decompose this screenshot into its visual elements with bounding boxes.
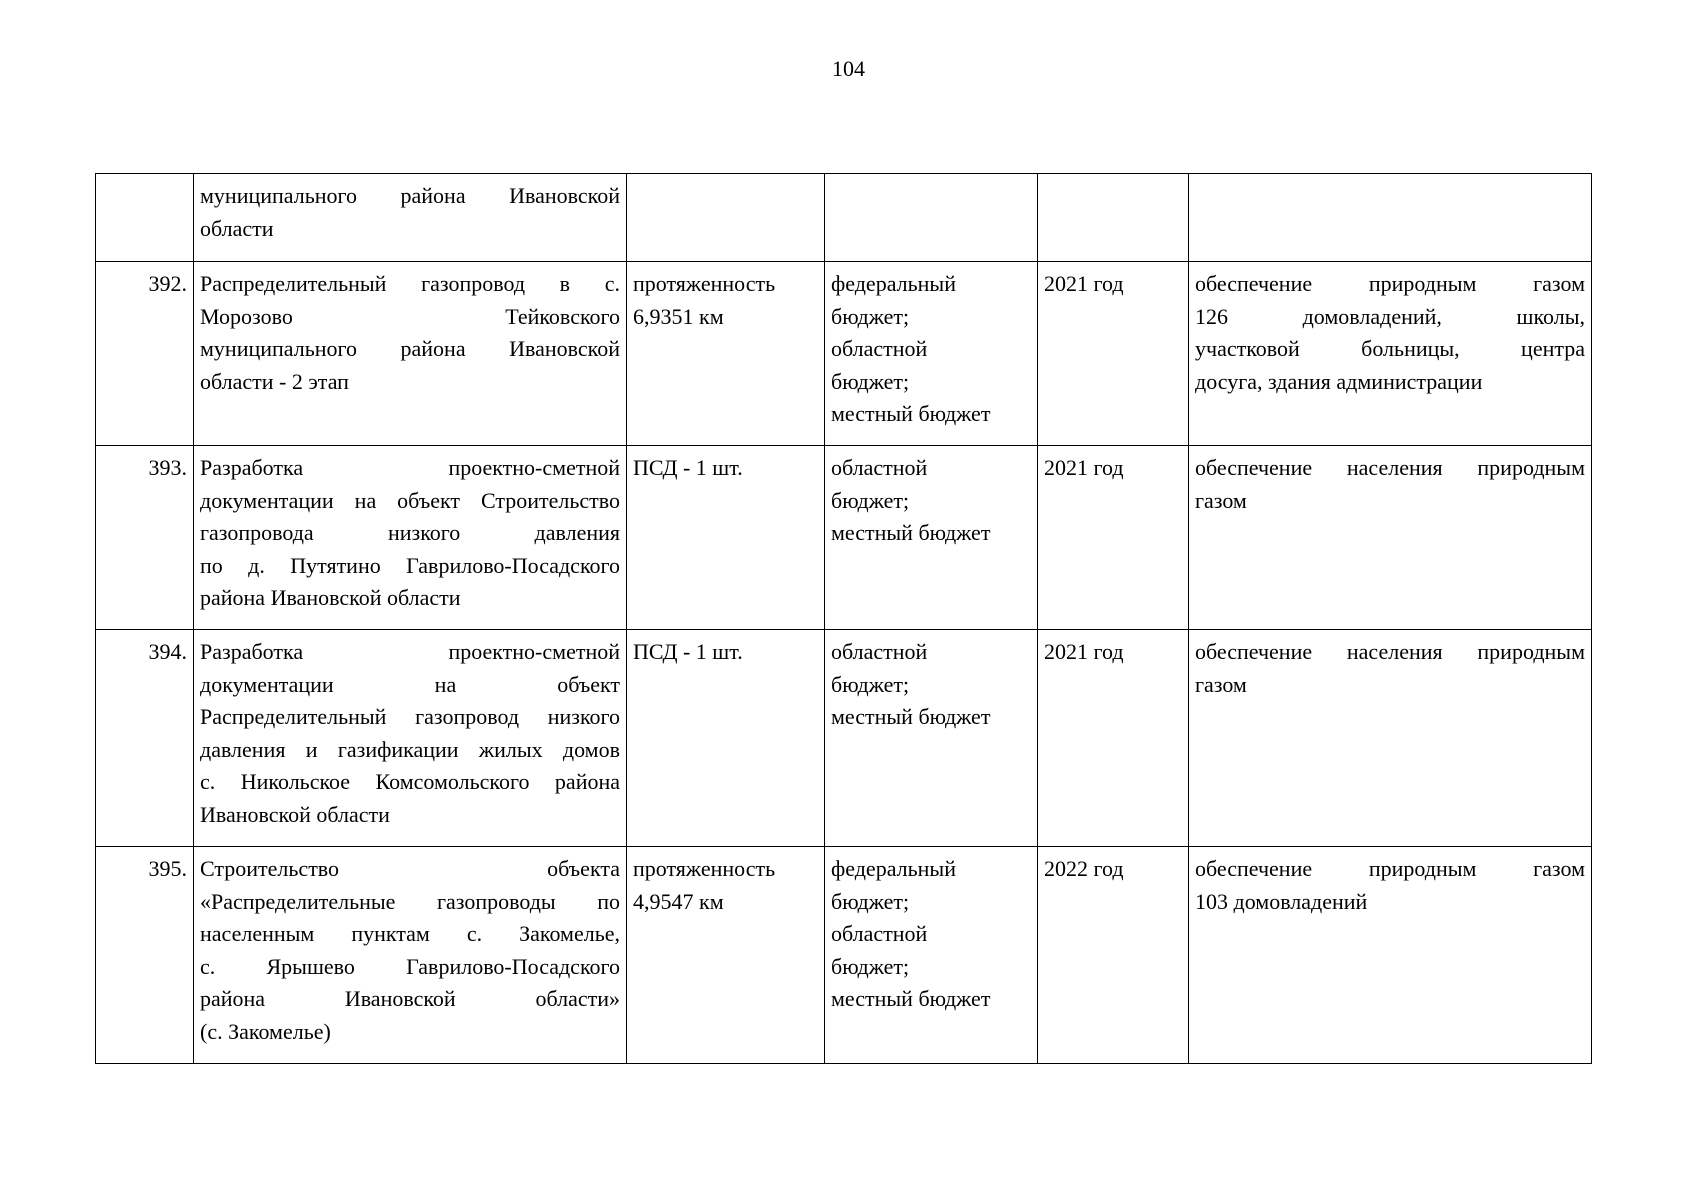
year-text: 2021 год [1044, 455, 1124, 480]
funding-cell-line: бюджет; [831, 671, 910, 697]
row-number: 393. [148, 455, 187, 480]
object-name-cell-line: давления и газификации жилых домов [200, 736, 620, 762]
funding-cell-line: местный бюджет [831, 401, 991, 426]
year-text: 2021 год [1044, 271, 1124, 296]
object-name-cell-line: газопровода низкого давления [200, 520, 620, 545]
year-text: 2021 год [1044, 639, 1124, 664]
object-name-cell-line: Распределительный газопровод в с. [200, 271, 620, 296]
table-row [96, 630, 1592, 847]
funding-cell-line: бюджет; [831, 368, 910, 394]
year-cell [1038, 847, 1189, 1064]
funding-cell-line: областной [831, 921, 928, 946]
object-name-cell [194, 174, 627, 262]
year-cell [1038, 174, 1189, 262]
object-name-cell-line: Разработка проектно-сметной [200, 455, 620, 480]
row-number: 392. [148, 271, 187, 296]
funding-cell-line: бюджет; [831, 888, 910, 914]
result-cell-line: 126 домовладений, школы, [1195, 303, 1585, 329]
result-cell-line: 103 домовладений [1195, 888, 1368, 914]
object-name-cell-line: муниципального района Ивановской [200, 183, 620, 208]
result-cell [1189, 446, 1592, 630]
year-cell [1038, 630, 1189, 847]
capacity-cell-line: 4,9547 км [633, 888, 724, 914]
capacity-cell [627, 174, 825, 262]
capacity-cell-line: протяженность [633, 271, 776, 296]
object-name-cell-line: (с. Закомелье) [200, 1018, 331, 1044]
row-number-cell [96, 262, 194, 446]
funding-cell-line: федеральный [831, 271, 956, 296]
funding-cell-line: областной [831, 639, 928, 664]
result-cell-line: газом [1195, 487, 1247, 513]
funding-cell-line: бюджет; [831, 303, 910, 329]
result-cell-line: досуга, здания администрации [1195, 368, 1483, 394]
page-number: 104 [832, 56, 865, 81]
capacity-cell-line: 6,9351 км [633, 303, 724, 329]
funding-cell [825, 630, 1038, 847]
object-name-cell-line: Ивановской области [200, 801, 390, 827]
result-cell-line: обеспечение природным газом [1195, 271, 1585, 296]
object-name-cell [194, 847, 627, 1064]
row-number-cell [96, 630, 194, 847]
object-name-cell-line: документации на объект [200, 671, 620, 697]
object-name-cell [194, 446, 627, 630]
funding-cell-line: бюджет; [831, 487, 910, 513]
year-cell [1038, 446, 1189, 630]
object-name-cell-line: Морозово Тейковского [200, 303, 620, 329]
result-cell-line: обеспечение населения природным [1195, 455, 1585, 480]
object-name-cell-line: Разработка проектно-сметной [200, 639, 620, 664]
result-cell-line: обеспечение населения природным [1195, 639, 1585, 664]
capacity-cell-line: ПСД - 1 шт. [633, 639, 743, 664]
capacity-cell [627, 847, 825, 1064]
result-cell [1189, 847, 1592, 1064]
object-name-cell-line: населенным пунктам с. Закомелье, [200, 921, 620, 946]
object-name-cell-line: муниципального района Ивановской [200, 336, 620, 361]
funding-cell [825, 262, 1038, 446]
funding-cell [825, 847, 1038, 1064]
result-cell-line: газом [1195, 671, 1247, 697]
row-number-cell [96, 847, 194, 1064]
object-name-cell-line: с. Ярышево Гаврилово-Посадского [200, 953, 620, 979]
object-name-cell-line: района Ивановской области [200, 585, 461, 610]
object-name-cell-line: области - 2 этап [200, 368, 349, 394]
year-text: 2022 год [1044, 856, 1124, 881]
funding-cell-line: областной [831, 455, 928, 480]
object-name-cell-line: «Распределительные газопроводы по [200, 888, 620, 914]
result-cell-line: участковой больницы, центра [1195, 336, 1585, 361]
object-name-cell-line: Распределительный газопровод низкого [200, 704, 620, 729]
table-row [96, 446, 1592, 630]
funding-cell-line: бюджет; [831, 953, 910, 979]
result-cell [1189, 630, 1592, 847]
capacity-cell-line: ПСД - 1 шт. [633, 455, 743, 480]
object-name-cell-line: с. Никольское Комсомольского района [200, 769, 620, 794]
funding-cell-line: областной [831, 336, 928, 361]
capacity-cell [627, 262, 825, 446]
row-number: 395. [148, 856, 187, 881]
capacity-cell [627, 446, 825, 630]
funding-cell [825, 174, 1038, 262]
object-name-cell-line: документации на объект Строительство [200, 487, 620, 513]
object-name-cell-line: области [200, 215, 274, 241]
object-name-cell-line: Строительство объекта [200, 856, 620, 881]
object-name-cell [194, 262, 627, 446]
object-name-cell [194, 630, 627, 847]
object-name-cell-line: по д. Путятино Гаврилово-Посадского [200, 552, 620, 578]
table-row [96, 847, 1592, 1064]
row-number: 394. [148, 639, 187, 664]
program-table [95, 173, 1592, 1064]
year-cell [1038, 262, 1189, 446]
object-name-cell-line: района Ивановской области» [200, 986, 620, 1011]
table-row [96, 174, 1592, 262]
row-number-cell [96, 174, 194, 262]
capacity-cell [627, 630, 825, 847]
capacity-cell-line: протяженность [633, 856, 776, 881]
result-cell-line: обеспечение природным газом [1195, 856, 1585, 881]
funding-cell-line: местный бюджет [831, 704, 991, 729]
funding-cell [825, 446, 1038, 630]
funding-cell-line: местный бюджет [831, 520, 991, 545]
row-number-cell [96, 446, 194, 630]
funding-cell-line: местный бюджет [831, 986, 991, 1011]
result-cell [1189, 262, 1592, 446]
funding-cell-line: федеральный [831, 856, 956, 881]
table-body [96, 174, 1592, 1064]
result-cell [1189, 174, 1592, 262]
table-row [96, 262, 1592, 446]
